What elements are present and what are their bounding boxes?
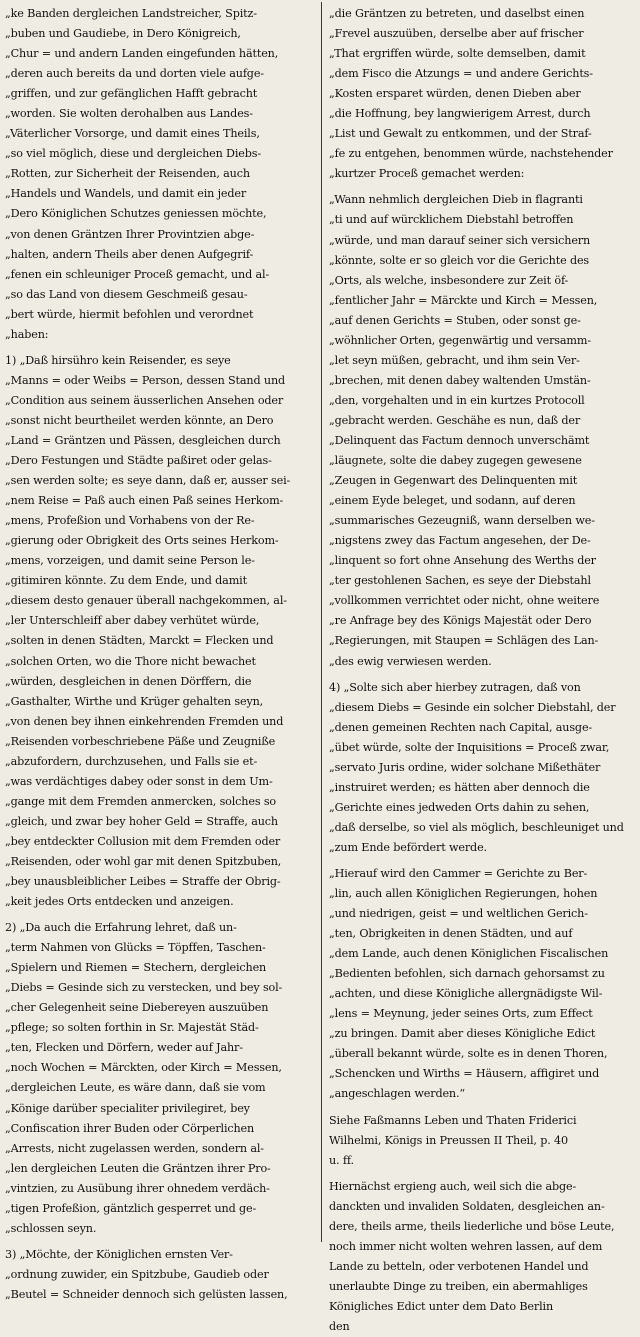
text-line: „Manns = oder Weibs = Person, dessen Stand und bbox=[5, 373, 286, 387]
text-line: „pflege; so solten forthin in Sr. Majestät Städ- bbox=[5, 1021, 259, 1035]
text-line: „List und Gewalt zu entkommen, und der Straf- bbox=[329, 127, 592, 141]
text-line: „wöhnlicher Orten, gegenwärtig und versamm- bbox=[329, 333, 591, 347]
text-line: „Schencken und Wirths = Häusern, affigiret und bbox=[329, 1067, 600, 1081]
text-line: „Hierauf wird den Cammer = Gerichte zu Ber- bbox=[329, 866, 588, 880]
text-line: „ordnung zuwider, ein Spitzbube, Gaudieb oder bbox=[5, 1267, 269, 1281]
text-line: „sonst nicht beurtheilet werden könnte, an Dero bbox=[5, 413, 274, 427]
text-line: „kurtzer Proceß gemachet werden: bbox=[329, 167, 525, 181]
text-line: „solten in denen Städten, Marckt = Flecken und bbox=[5, 634, 274, 648]
text-line: „Arrests, nicht zugelassen werden, sondern al- bbox=[5, 1141, 264, 1155]
text-line: „von denen bey ihnen einkehrenden Fremden und bbox=[5, 714, 284, 728]
text-line: „und niedrigen, geist = und weltlichen Gerich- bbox=[329, 907, 588, 921]
right-column bbox=[329, 4, 638, 1337]
text-line: „diesem Diebs = Gesinde ein solcher Diebstahl, der bbox=[329, 700, 616, 714]
text-line: „Beutel = Schneider dennoch sich gelüsten lassen, bbox=[5, 1287, 288, 1301]
text-line: „gitimiren könnte. Zu dem Ende, und damit bbox=[5, 574, 247, 588]
text-line: „ter gestohlenen Sachen, es seye der Diebstahl bbox=[329, 574, 591, 588]
text-line: „dem Lande, auch denen Königlichen Fiscalischen bbox=[329, 947, 609, 961]
text-line: „bert würde, hiermit befohlen und verordnet bbox=[5, 307, 254, 321]
text-line: „fe zu entgehen, benommen würde, nachstehender bbox=[329, 147, 613, 161]
text-line: „mens, Profeßion und Vorhabens von der Re- bbox=[5, 514, 255, 528]
text-line: „den, vorgehalten und in ein kurtzes Protocoll bbox=[329, 393, 585, 407]
text-line: „gierung oder Obrigkeit des Orts seines Herkom- bbox=[5, 534, 279, 548]
text-line: „übet würde, solte der Inquisitions = Proceß zwar, bbox=[329, 740, 610, 754]
text-line: „Chur = und andern Landen eingefunden hätten, bbox=[5, 47, 279, 61]
text-line: Lande zu betteln, oder verbotenen Handel und bbox=[329, 1259, 589, 1273]
text-line: „ler Unterschleiff aber dabey verhütet würde, bbox=[5, 614, 260, 628]
text-line: „instruiret werden; es hätten aber dennoch die bbox=[329, 780, 590, 794]
text-line: „gange mit dem Fremden anmercken, solches so bbox=[5, 794, 276, 808]
column-divider bbox=[321, 2, 322, 1242]
text-line: „let seyn müßen, gebracht, und ihm sein Ver- bbox=[329, 353, 580, 367]
text-line: „gebracht werden. Geschähe es nun, daß der bbox=[329, 413, 581, 427]
text-line: „ke Banden dergleichen Landstreicher, Spitz- bbox=[5, 7, 257, 20]
text-line: 1) „Daß hirsühro kein Reisender, es seye bbox=[5, 353, 231, 367]
text-line: „vollkommen verrichtet oder nicht, ohne weitere bbox=[329, 594, 600, 608]
text-line: „Reisenden, oder wohl gar mit denen Spitzbuben, bbox=[5, 854, 282, 868]
text-line: „Delinquent das Factum dennoch unverschämt bbox=[329, 433, 590, 447]
text-line: dere, theils arme, theils liederliche und böse Leute, bbox=[329, 1219, 615, 1233]
text-line: „tigen Profeßion, gäntzlich gesperret und ge- bbox=[5, 1201, 257, 1215]
text-line: „dem Fisco die Atzungs = und andere Gerichts- bbox=[329, 67, 593, 81]
text-line: „lin, auch allen Königlichen Regierungen, hohen bbox=[329, 887, 598, 901]
text-line: unerlaubte Dinge zu treiben, ein abermahliges bbox=[329, 1279, 588, 1293]
text-line: „Land = Gräntzen und Pässen, desgleichen durch bbox=[5, 433, 281, 447]
text-line: „Condition aus seinem äusserlichen Ansehen oder bbox=[5, 393, 284, 407]
text-line: „einem Eyde beleget, und sodann, auf deren bbox=[329, 494, 576, 508]
text-line: „fenen ein schleuniger Proceß gemacht, und al- bbox=[5, 267, 270, 281]
text-line: „die Hoffnung, bey langwierigem Arrest, durch bbox=[329, 107, 591, 121]
text-line: „keit jedes Orts entdecken und anzeigen. bbox=[5, 895, 234, 909]
text-line: „Orts, als welche, insbesondere zur Zeit öf- bbox=[329, 273, 569, 287]
text-line: „That ergriffen würde, solte demselben, damit bbox=[329, 47, 586, 61]
text-line: „nigstens zwey das Factum angesehen, der De- bbox=[329, 534, 591, 548]
text-line: „auf denen Gerichts = Stuben, oder sonst ge- bbox=[329, 313, 581, 327]
text-line: „Dero Königlichen Schutzes geniessen möchte, bbox=[5, 207, 267, 221]
text-line: „lens = Meynung, jeder seines Orts, zum Effect bbox=[329, 1007, 593, 1021]
text-line: „bey entdeckter Collusion mit dem Fremden oder bbox=[5, 834, 281, 848]
text-line: „Dero Festungen und Städte paßiret oder gelas- bbox=[5, 454, 272, 468]
text-line: 4) „Solte sich aber hierbey zutragen, daß von bbox=[329, 680, 581, 694]
text-line: „Regierungen, mit Staupen = Schlägen des Lan- bbox=[329, 634, 599, 648]
text-line: 3) „Möchte, der Königlichen ernsten Ver- bbox=[5, 1247, 233, 1261]
text-line: „die Gräntzen zu betreten, und daselbst einen bbox=[329, 7, 585, 20]
text-line: „Frevel auszuüben, derselbe aber auf frischer bbox=[329, 27, 584, 41]
text-line: „servato Juris ordine, wider solchane Mißethäter bbox=[329, 760, 601, 774]
text-line: „abzufordern, durchzusehen, und Falls sie et- bbox=[5, 754, 258, 768]
text-line: „Rotten, zur Sicherheit der Reisenden, auch bbox=[5, 167, 250, 181]
text-line: „bey unausbleiblicher Leibes = Straffe der Obrig- bbox=[5, 875, 281, 889]
text-line: „griffen, und zur gefänglichen Hafft gebracht bbox=[5, 87, 258, 101]
text-line: „Handels und Wandels, und damit ein jeder bbox=[5, 187, 247, 201]
text-line: „Kosten ersparet würden, denen Dieben aber bbox=[329, 87, 581, 101]
text-line: „buben und Gaudiebe, in Dero Königreich, bbox=[5, 27, 241, 41]
text-line: „Zeugen in Gegenwart des Delinquenten mit bbox=[329, 474, 578, 488]
text-line: „haben: bbox=[5, 327, 49, 341]
text-line: „mens, vorzeigen, und damit seine Person le- bbox=[5, 554, 255, 568]
text-line: „Könige darüber specialiter privilegiret, bey bbox=[5, 1101, 250, 1115]
text-line: „Reisenden vorbeschriebene Päße und Zeugniße bbox=[5, 734, 276, 748]
text-line: danckten und invaliden Soldaten, desgleichen an- bbox=[329, 1199, 605, 1213]
text-line: „sen werden solte; es seye dann, daß er, ausser sei- bbox=[5, 474, 291, 488]
text-line: „halten, andern Theils aber denen Aufgegrif- bbox=[5, 247, 254, 261]
text-line: „Bedienten befohlen, sich darnach gehorsamst zu bbox=[329, 967, 605, 981]
text-line: den bbox=[329, 1320, 350, 1333]
text-line: „summarisches Gezeugniß, wann derselben we- bbox=[329, 514, 595, 528]
text-line: Siehe Faßmanns Leben und Thaten Friderici bbox=[329, 1113, 577, 1127]
text-line: „überall bekannt würde, solte es in denen Thoren, bbox=[329, 1047, 608, 1061]
text-line: „cher Gelegenheit seine Diebereyen auszuüben bbox=[5, 1001, 269, 1015]
text-line: „len dergleichen Leuten die Gräntzen ihrer Pro- bbox=[5, 1161, 271, 1175]
text-line: „achten, und diese Königliche allergnädigste Wil- bbox=[329, 987, 603, 1001]
text-line: „diesem desto genauer überall nachgekommen, al- bbox=[5, 594, 287, 608]
text-line: „worden. Sie wolten derohalben aus Landes- bbox=[5, 107, 253, 121]
text-line: „deren auch bereits da und dorten viele aufge- bbox=[5, 67, 264, 81]
text-line: „schlossen seyn. bbox=[5, 1221, 97, 1235]
text-line: „ten, Obrigkeiten in denen Städten, und auf bbox=[329, 927, 573, 941]
text-line: „zum Ende befördert werde. bbox=[329, 840, 487, 854]
text-line: „Diebs = Gesinde sich zu verstecken, und bey sol- bbox=[5, 981, 283, 995]
text-line: „so das Land von diesem Geschmeiß gesau- bbox=[5, 287, 248, 301]
text-line: „von denen Gräntzen Ihrer Provintzien abge- bbox=[5, 227, 255, 241]
text-line: „ti und auf würcklichem Diebstahl betroffen bbox=[329, 213, 574, 227]
text-line: „Gasthalter, Wirthe und Krüger gehalten seyn, bbox=[5, 694, 264, 708]
text-line: „ten, Flecken und Dörfern, weder auf Jahr- bbox=[5, 1041, 243, 1055]
left-column bbox=[5, 4, 317, 1305]
text-line: „Confiscation ihrer Buden oder Cörperlichen bbox=[5, 1121, 255, 1135]
text-line: „Väterlicher Vorsorge, und damit eines Theils, bbox=[5, 127, 260, 141]
text-line: u. ff. bbox=[329, 1153, 354, 1167]
text-line: „läugnete, solte die dabey zugegen gewesene bbox=[329, 454, 582, 468]
text-line: „denen gemeinen Rechten nach Capital, ausge- bbox=[329, 720, 593, 734]
text-line: „noch Wochen = Märckten, oder Kirch = Messen, bbox=[5, 1061, 282, 1075]
text-line: „term Nahmen von Glücks = Töpffen, Taschen- bbox=[5, 941, 266, 955]
text-line: 2) „Da auch die Erfahrung lehret, daß un- bbox=[5, 921, 237, 935]
text-line: Hiernächst ergieng auch, weil sich die abge- bbox=[329, 1179, 577, 1193]
text-line: „brechen, mit denen dabey waltenden Umstän- bbox=[329, 373, 591, 387]
text-line: „Gerichte eines jedweden Orts dahin zu sehen, bbox=[329, 800, 590, 814]
text-line: „dergleichen Leute, es wäre dann, daß sie vom bbox=[5, 1081, 266, 1095]
text-line: „des ewig verwiesen werden. bbox=[329, 654, 492, 668]
text-line: „vintzien, zu Ausübung ihrer ohnedem verdäch- bbox=[5, 1181, 270, 1195]
text-line: „was verdächtiges dabey oder sonst in dem Um- bbox=[5, 774, 273, 788]
text-line: „könnte, solte er so gleich vor die Gerichte des bbox=[329, 253, 590, 267]
text-line: „linquent so fort ohne Ansehung des Werths der bbox=[329, 554, 596, 568]
text-line: „solchen Orten, wo die Thore nicht bewachet bbox=[5, 654, 256, 668]
text-line: „Wann nehmlich dergleichen Dieb in flagranti bbox=[329, 193, 583, 207]
text-line: noch immer nicht wolten wehren lassen, auf dem bbox=[329, 1239, 603, 1253]
text-line: „so viel möglich, diese und dergleichen Diebs- bbox=[5, 147, 262, 161]
text-line: „gleich, und zwar bey hoher Geld = Straffe, auch bbox=[5, 814, 278, 828]
text-line: Wilhelmi, Königs in Preussen II Theil, p. 40 bbox=[329, 1133, 568, 1147]
text-line: „zu bringen. Damit aber dieses Königliche Edict bbox=[329, 1027, 596, 1041]
text-line: Königliches Edict unter dem Dato Berlin bbox=[329, 1299, 554, 1313]
text-line: „würde, und man darauf seiner sich versichern bbox=[329, 233, 591, 247]
text-line: „re Anfrage bey des Königs Majestät oder Dero bbox=[329, 614, 592, 628]
text-line: „angeschlagen werden.“ bbox=[329, 1087, 465, 1101]
text-line: „daß derselbe, so viel als möglich, beschleuniget und bbox=[329, 820, 624, 834]
text-line: „Spielern und Riemen = Stechern, dergleichen bbox=[5, 961, 267, 975]
text-line: „fentlicher Jahr = Märckte und Kirch = Messen, bbox=[329, 293, 598, 307]
text-line: „würden, desgleichen in denen Dörffern, die bbox=[5, 674, 252, 688]
text-line: „nem Reise = Paß auch einen Paß seines Herkom- bbox=[5, 494, 284, 508]
